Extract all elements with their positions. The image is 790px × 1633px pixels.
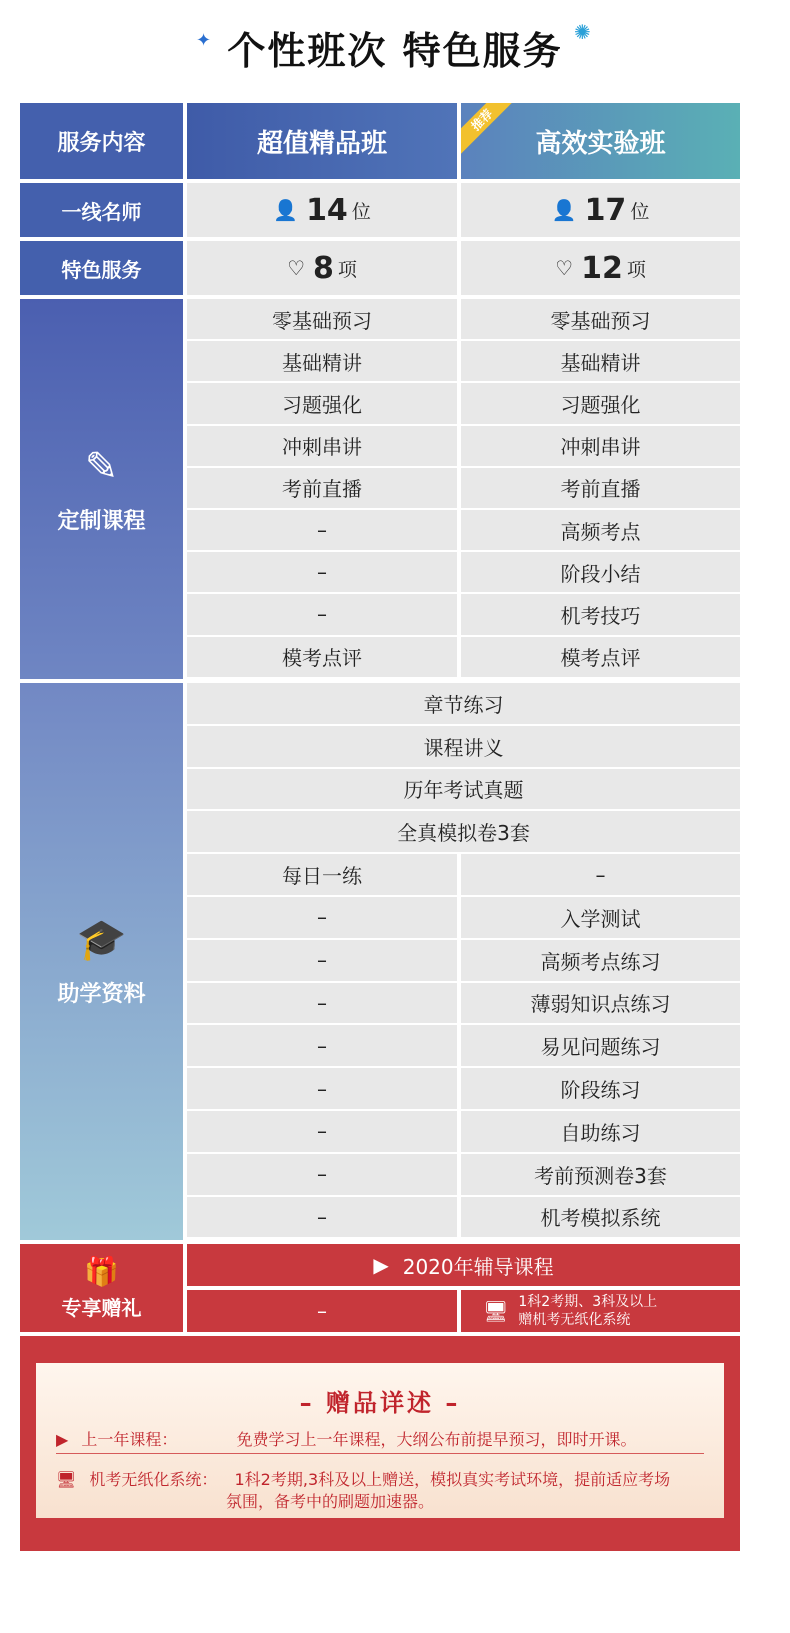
materials-label: 助学资料 <box>57 981 146 1007</box>
gift-detail-row1 <box>56 1427 637 1450</box>
gift-class2-line2: 赠机考无纸化系统 <box>518 1312 631 1328</box>
graduation-cap-icon: 🎓 <box>76 916 127 963</box>
person-icon: 👤 <box>551 198 577 222</box>
course-cell: – <box>187 594 457 634</box>
services-class2 <box>461 241 740 295</box>
material-shared-cell: 课程讲义 <box>187 726 740 767</box>
gift-course-label: 2020年辅导课程 <box>402 1254 554 1279</box>
material-cell: – <box>187 897 457 938</box>
services-count: 12 <box>581 250 623 286</box>
gift-class2 <box>461 1290 740 1332</box>
teachers-unit: 位 <box>630 200 650 223</box>
material-cell: 易见问题练习 <box>461 1025 740 1066</box>
gift-detail-row2-text1: 1科2考期,3科及以上赠送，模拟真实考试环境，提前适应考场 <box>234 1470 671 1489</box>
handshake-heart-icon: ♡ <box>555 256 574 280</box>
gift-detail-title: – 赠品详述 – <box>299 1389 461 1417</box>
custom-course-label: 定制课程 <box>57 508 146 534</box>
custom-course-label-cell <box>20 299 183 679</box>
header-col-class2-label: 高效实验班 <box>535 128 666 159</box>
video-play-icon: ▶ <box>373 1253 389 1277</box>
gift-detail-row2-label: 机考无纸化系统： <box>89 1470 218 1489</box>
computer-icon: 🖥 <box>56 1470 77 1489</box>
course-cell: 考前直播 <box>187 468 457 508</box>
gift-detail-row1-text: 免费学习上一年课程，大纲公布前提早预习，即时开课。 <box>236 1430 637 1449</box>
services-unit: 项 <box>337 258 357 281</box>
page-title: 个性班次 特色服务 <box>227 29 563 73</box>
teachers-count: 14 <box>306 192 348 228</box>
gift-label: 专享赠礼 <box>61 1296 142 1320</box>
material-cell: – <box>187 1154 457 1195</box>
teachers-count: 17 <box>584 192 627 228</box>
services-count: 8 <box>313 250 334 286</box>
gift-label-cell <box>20 1244 183 1332</box>
material-cell: 机考模拟系统 <box>461 1197 740 1238</box>
material-cell: 高频考点练习 <box>461 940 740 981</box>
course-cell: 冲刺串讲 <box>187 426 457 466</box>
burst-icon: ✺ <box>574 20 591 44</box>
material-cell: – <box>187 983 457 1024</box>
gift-detail-inner <box>36 1363 724 1518</box>
course-cell: – <box>187 552 457 592</box>
course-cell: 考前直播 <box>461 468 740 508</box>
material-cell: – <box>187 940 457 981</box>
gift-detail-row1-label: 上一年课程： <box>81 1430 178 1449</box>
material-cell: 阶段练习 <box>461 1068 740 1109</box>
pencil-ruler-icon: ✎ <box>84 443 119 490</box>
material-cell: 自助练习 <box>461 1111 740 1152</box>
materials-label-cell <box>20 683 183 1240</box>
gift-detail-row2 <box>56 1467 670 1490</box>
recommend-ribbon: 推荐 <box>461 103 520 158</box>
course-cell: 冲刺串讲 <box>461 426 740 466</box>
course-cell: 零基础预习 <box>187 299 457 339</box>
header-col-class1: 超值精品班 <box>187 103 457 179</box>
sparkle-icon: ✦ <box>196 30 212 51</box>
material-cell: – <box>187 1068 457 1109</box>
course-cell: 机考技巧 <box>461 594 740 634</box>
material-cell: – <box>187 1025 457 1066</box>
gift-class2-line1: 1科2考期、3科及以上 <box>518 1294 658 1310</box>
header-col-class2 <box>461 103 740 179</box>
material-cell: 入学测试 <box>461 897 740 938</box>
video-play-icon: ▶ <box>56 1430 69 1449</box>
services-unit: 项 <box>626 258 646 281</box>
gift-course-banner <box>187 1244 740 1286</box>
course-cell: 零基础预习 <box>461 299 740 339</box>
header-col-service: 服务内容 <box>20 103 183 179</box>
material-shared-cell: 历年考试真题 <box>187 769 740 810</box>
teachers-unit: 位 <box>351 200 371 223</box>
services-class1 <box>187 241 457 295</box>
material-cell: 每日一练 <box>187 854 457 895</box>
teachers-class1 <box>187 183 457 237</box>
material-shared-cell: 章节练习 <box>187 683 740 724</box>
person-icon: 👤 <box>273 198 299 222</box>
gift-class1: – <box>187 1290 457 1332</box>
gift-detail-row2-text2: 氛围，备考中的刷题加速器。 <box>226 1492 435 1511</box>
material-cell: – <box>187 1111 457 1152</box>
course-cell: 高频考点 <box>461 510 740 550</box>
gift-icon: 🎁 <box>84 1255 119 1288</box>
material-cell: 薄弱知识点练习 <box>461 983 740 1024</box>
gift-detail-row2-cont <box>226 1489 434 1512</box>
teachers-class2 <box>461 183 740 237</box>
course-cell: 基础精讲 <box>461 341 740 381</box>
course-cell: 习题强化 <box>187 383 457 423</box>
material-cell: 考前预测卷3套 <box>461 1154 740 1195</box>
handshake-heart-icon: ♡ <box>287 256 306 280</box>
course-cell: 阶段小结 <box>461 552 740 592</box>
course-cell: 模考点评 <box>187 637 457 677</box>
course-cell: 基础精讲 <box>187 341 457 381</box>
material-shared-cell: 全真模拟卷3套 <box>187 811 740 852</box>
computer-icon: 🖥 <box>483 1299 509 1323</box>
material-cell: – <box>187 1197 457 1238</box>
course-cell: 模考点评 <box>461 637 740 677</box>
course-cell: – <box>187 510 457 550</box>
services-label: 特色服务 <box>20 241 183 295</box>
teachers-label: 一线名师 <box>20 183 183 237</box>
course-cell: 习题强化 <box>461 383 740 423</box>
divider <box>56 1453 704 1454</box>
material-cell: – <box>461 854 740 895</box>
